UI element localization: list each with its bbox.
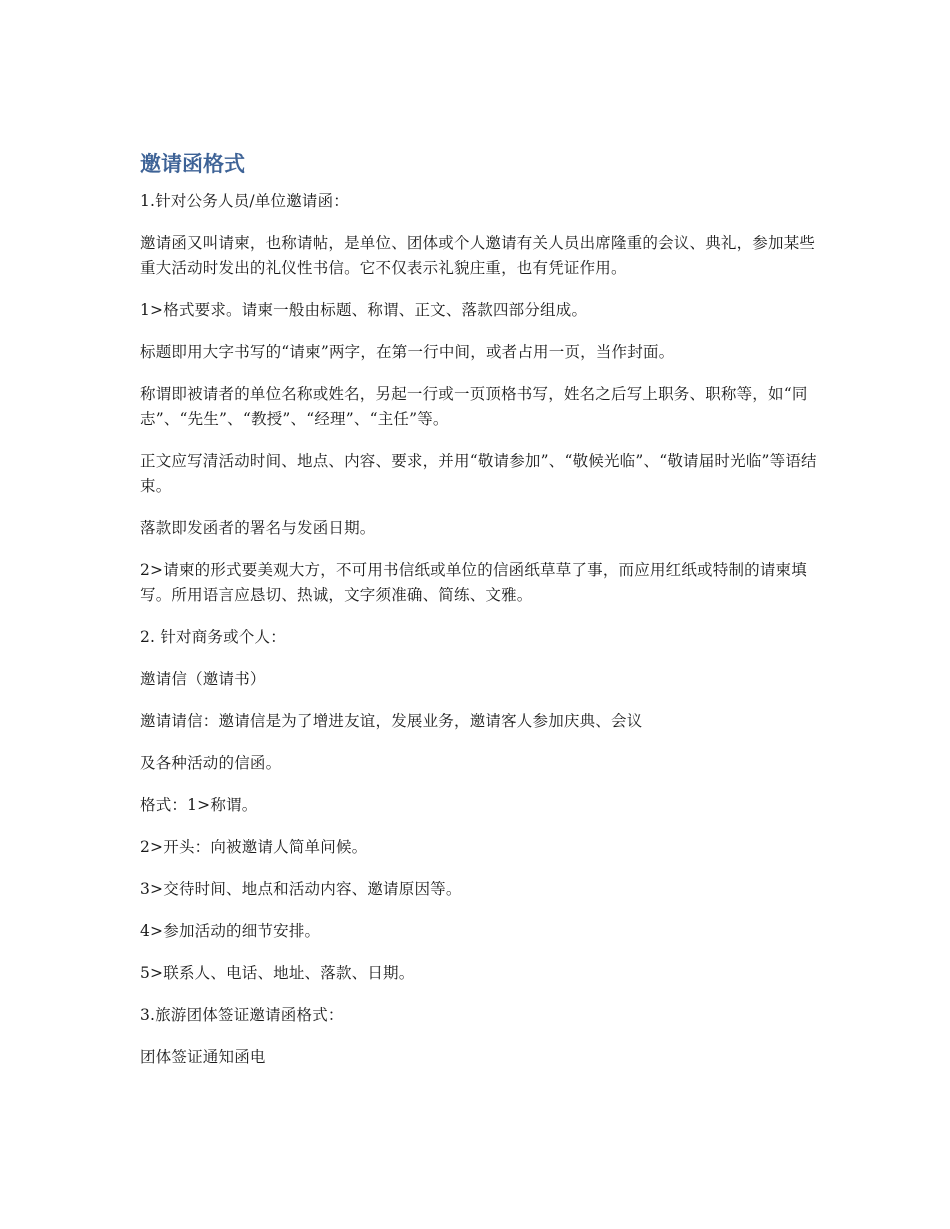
paragraph-invitation-letter: 邀请信（邀请书） xyxy=(140,670,266,688)
paragraph-format-salutation: 格式：1>称谓。 xyxy=(140,796,258,814)
paragraph-invitation-definition-cont: 及各种活动的信函。 xyxy=(140,754,282,772)
document-title: 邀请函格式 xyxy=(140,152,245,176)
paragraph-format-arrangements: 4>参加活动的细节安排。 xyxy=(140,922,321,940)
paragraph-format-details: 3>交待时间、地点和活动内容、邀请原因等。 xyxy=(140,880,462,898)
paragraph-format-opening: 2>开头：向被邀请人简单问候。 xyxy=(140,838,368,856)
paragraph-business-heading: 2. 针对商务或个人： xyxy=(140,628,286,646)
paragraph-format-requirements: 1>格式要求。请柬一般由标题、称谓、正文、落款四部分组成。 xyxy=(140,301,588,319)
paragraph-style-rule: 2>请柬的形式要美观大方，不可用书信纸或单位的信函纸草草了事，而应用红纸或特制的请柬填写。所用语言应恳切、热诚，文字须准确、简练、文雅。 xyxy=(140,561,807,604)
paragraph-format-contact: 5>联系人、电话、地址、落款、日期。 xyxy=(140,964,415,982)
paragraph-body-rule: 正文应写清活动时间、地点、内容、要求，并用“敬请参加”、“敬候光临”、“敬请届时光临”等语结束。 xyxy=(140,452,817,495)
paragraph-invitation-definition: 邀请请信：邀请信是为了增进友谊，发展业务，邀请客人参加庆典、会议 xyxy=(140,712,643,730)
paragraph-tour-visa-heading: 3.旅游团体签证邀请函格式： xyxy=(140,1006,344,1024)
paragraph-title-rule: 标题即用大字书写的“请柬”两字，在第一行中间，或者占用一页，当作封面。 xyxy=(140,343,675,361)
document-page xyxy=(140,148,820,1087)
paragraph-group-visa-notice: 团体签证通知函电 xyxy=(140,1048,266,1066)
paragraph-definition: 邀请函又叫请柬，也称请帖，是单位、团体或个人邀请有关人员出席隆重的会议、典礼，参加某些重大活动时发出的礼仪性书信。它不仅表示礼貌庄重，也有凭证作用。 xyxy=(140,234,816,277)
paragraph-official-heading: 1.针对公务人员/单位邀请函： xyxy=(140,192,350,210)
paragraph-signature-rule: 落款即发函者的署名与发函日期。 xyxy=(140,519,376,537)
paragraph-salutation-rule: 称谓即被请者的单位名称或姓名，另起一行或一页顶格书写，姓名之后写上职务、职称等，如“同志”、“先生”、“教授”、“经理”、“主任”等。 xyxy=(140,385,808,428)
